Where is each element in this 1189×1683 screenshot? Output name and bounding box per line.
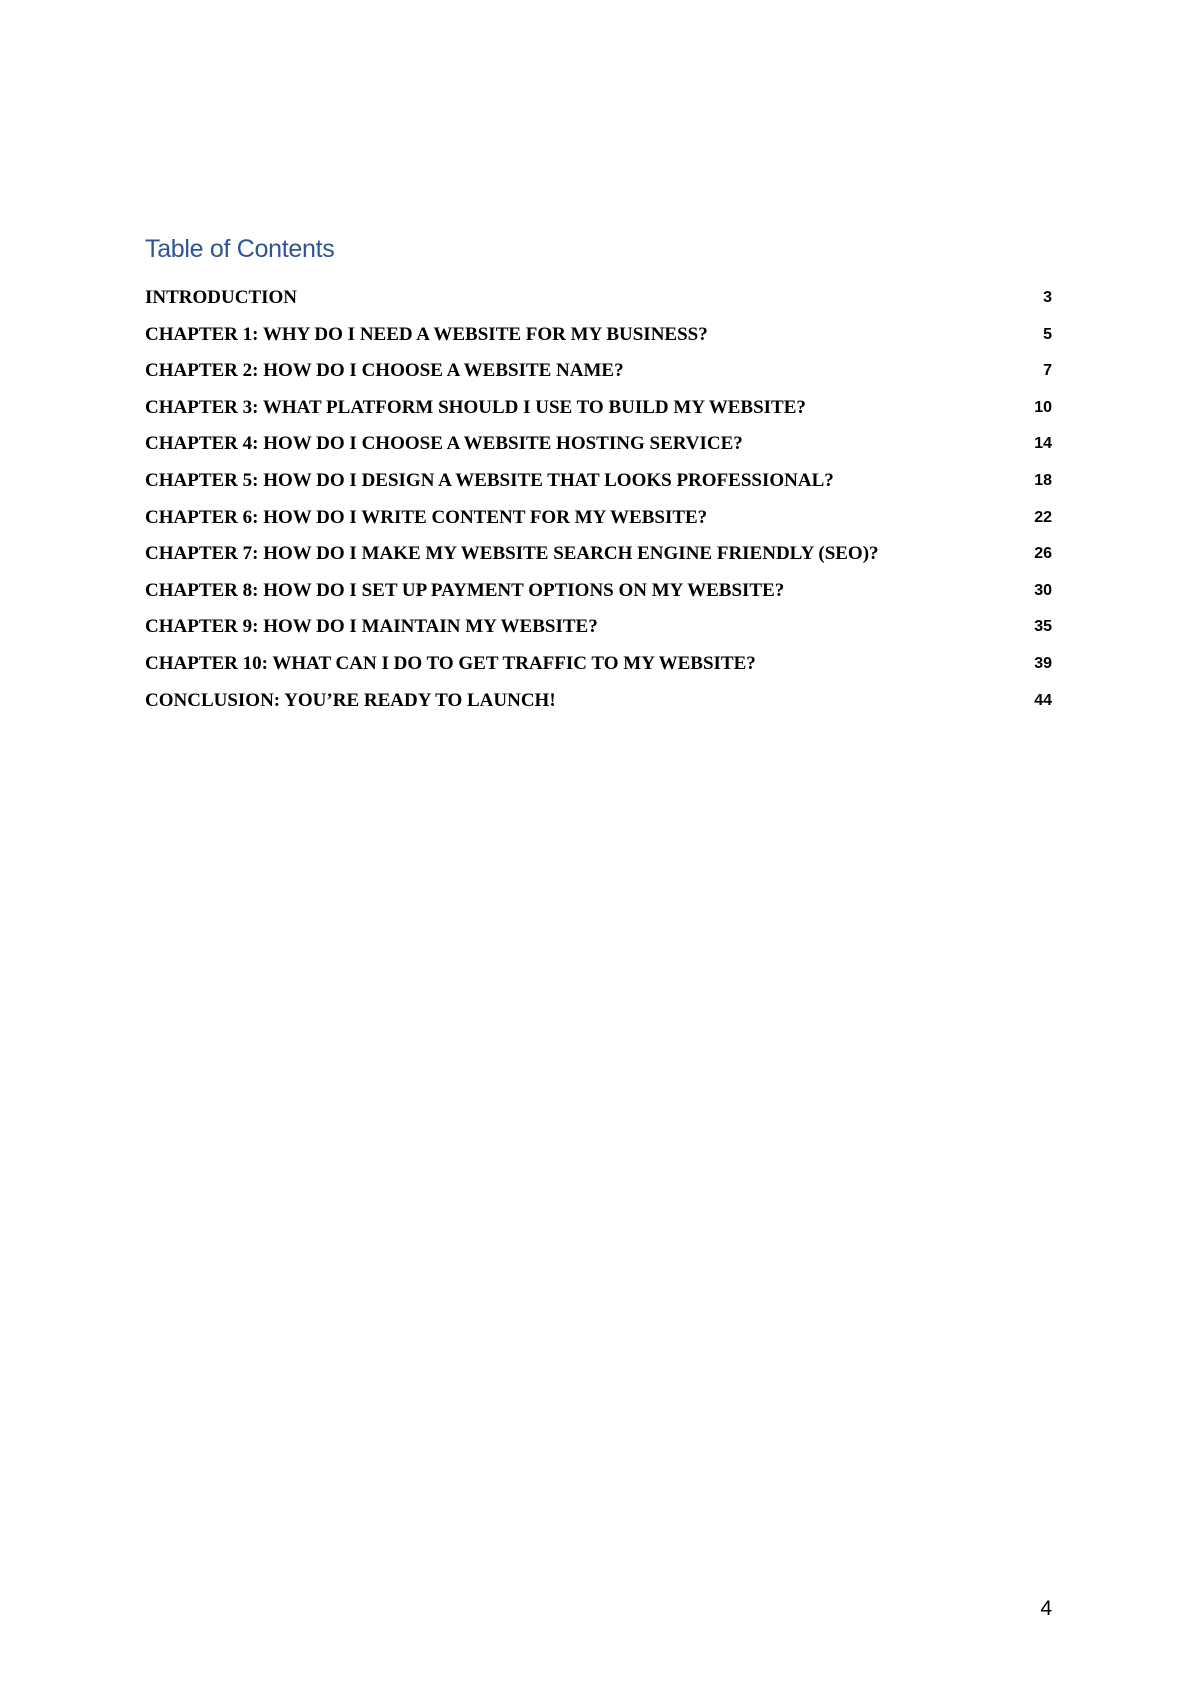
- toc-entry-chapter-5[interactable]: [145, 470, 1052, 507]
- toc-entry-chapter-10[interactable]: [145, 653, 1052, 690]
- toc-entry-page-number: 10: [1034, 398, 1052, 416]
- toc-entry-chapter-1[interactable]: [145, 324, 1052, 361]
- toc-entry-conclusion[interactable]: [145, 690, 1052, 727]
- toc-entry-introduction[interactable]: [145, 287, 1052, 324]
- toc-entry-page-number: 18: [1034, 471, 1052, 489]
- toc-entry-page-number: 35: [1034, 618, 1052, 636]
- toc-entry-title: INTRODUCTION: [145, 287, 298, 308]
- toc-entry-title: CHAPTER 3: WHAT PLATFORM SHOULD I USE TO BUILD MY WEBSITE?: [145, 396, 806, 418]
- toc-entry-page-number: 5: [1043, 325, 1052, 343]
- toc-heading: Table of Contents: [145, 235, 335, 263]
- toc-entry-title: CHAPTER 4: HOW DO I CHOOSE A WEBSITE HOSTING SERVICE?: [145, 433, 743, 455]
- toc-entry-chapter-7[interactable]: [145, 543, 1052, 580]
- toc-entry-page-number: 7: [1043, 362, 1052, 380]
- toc-entry-page-number: 14: [1034, 435, 1052, 453]
- toc-entry-page-number: 44: [1034, 691, 1052, 709]
- toc-entry-page-number: 30: [1034, 581, 1052, 599]
- toc-entry-title: CHAPTER 5: HOW DO I DESIGN A WEBSITE THAT LOOKS PROFESSIONAL?: [145, 469, 834, 491]
- page-number: 4: [1040, 1597, 1052, 1620]
- toc-entry-title: CHAPTER 10: WHAT CAN I DO TO GET TRAFFIC TO MY WEBSITE?: [145, 652, 756, 674]
- toc-entry-chapter-4[interactable]: [145, 433, 1052, 470]
- toc-entry-page-number: 26: [1034, 545, 1052, 563]
- toc-entry-title: CHAPTER 8: HOW DO I SET UP PAYMENT OPTIONS ON MY WEBSITE?: [145, 579, 785, 601]
- toc-entry-title: CHAPTER 9: HOW DO I MAINTAIN MY WEBSITE?: [145, 616, 598, 638]
- toc-entry-title: CHAPTER 2: HOW DO I CHOOSE A WEBSITE NAME?: [145, 360, 624, 382]
- toc-entry-page-number: 3: [1043, 289, 1052, 306]
- toc-entry-page-number: 39: [1034, 654, 1052, 672]
- toc-entry-chapter-6[interactable]: [145, 507, 1052, 544]
- toc-entry-chapter-9[interactable]: [145, 616, 1052, 653]
- toc-entry-chapter-3[interactable]: [145, 397, 1052, 434]
- toc-entry-title: CHAPTER 7: HOW DO I MAKE MY WEBSITE SEARCH ENGINE FRIENDLY (SEO)?: [145, 543, 879, 565]
- toc-entry-page-number: 22: [1034, 508, 1052, 526]
- toc-entry-title: CONCLUSION: YOU’RE READY TO LAUNCH!: [145, 689, 556, 711]
- toc-entry-chapter-2[interactable]: [145, 360, 1052, 397]
- toc-entry-chapter-8[interactable]: [145, 580, 1052, 617]
- toc-entry-title: CHAPTER 6: HOW DO I WRITE CONTENT FOR MY WEBSITE?: [145, 506, 708, 528]
- toc-list: [145, 287, 1052, 726]
- toc-entry-title: CHAPTER 1: WHY DO I NEED A WEBSITE FOR MY BUSINESS?: [145, 323, 708, 345]
